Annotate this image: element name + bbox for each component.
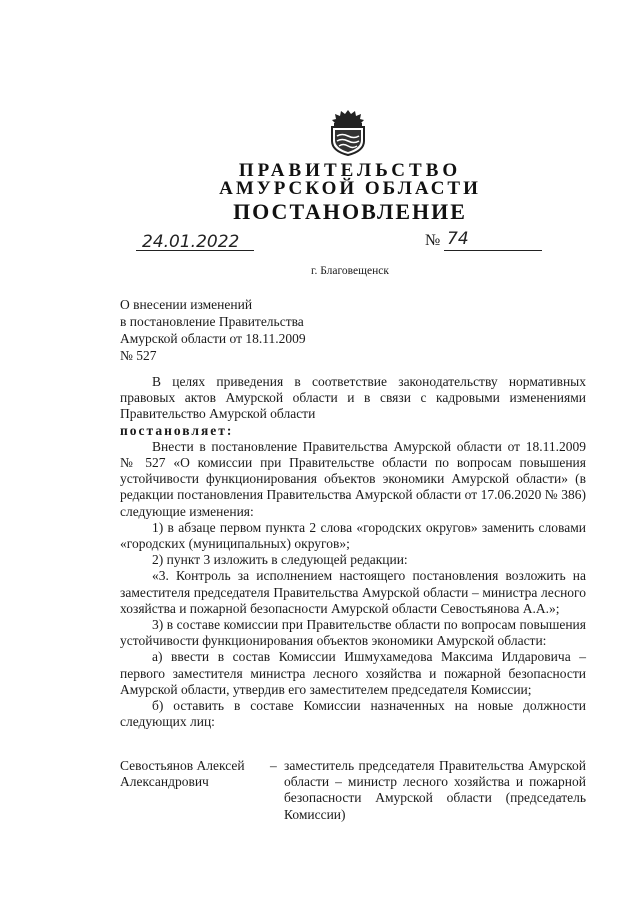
number-underline bbox=[444, 250, 542, 251]
item-3b-paragraph: б) оставить в составе Комиссии назначенных на новые должности следующих лиц: bbox=[120, 698, 586, 730]
subject-line: в постановление Правительства bbox=[120, 314, 304, 329]
document-date: 24.01.2022 bbox=[142, 232, 240, 252]
member-dash: – bbox=[270, 758, 277, 773]
government-title: ПРАВИТЕЛЬСТВО bbox=[238, 160, 462, 181]
subject-line: О внесении изменений bbox=[120, 297, 253, 312]
document-number: 74 bbox=[447, 229, 469, 249]
document-type: ПОСТАНОВЛЕНИЕ bbox=[233, 199, 467, 224]
document-body bbox=[120, 374, 586, 730]
document-subject bbox=[120, 296, 306, 364]
item-1-paragraph: 1) в абзаце первом пункта 2 слова «городских округов» заменить словами «городских (муниципальных) округов»; bbox=[120, 519, 586, 552]
region-title: АМУРСКОЙ ОБЛАСТИ bbox=[219, 178, 481, 199]
item-2-paragraph: 2) пункт 3 изложить в следующей редакции: bbox=[152, 552, 408, 568]
item-2-quote-paragraph: «3. Контроль за исполнением настоящего постановления возложить на заместителя председателя Правительства Амурской области – министра лесного хозяйства и пожарной безопасности Амурской области Севостьянова А.А.»; bbox=[120, 568, 586, 616]
subject-line: Амурской области от 18.11.2009 bbox=[120, 331, 306, 346]
subject-line: № 527 bbox=[120, 348, 157, 363]
item-3a-paragraph: а) ввести в состав Комиссии Ишмухамедова Максима Илдаровича – первого заместителя министра лесного хозяйства и пожарной безопасности Амурской области, утвердив его заместителем председателя Комиссии; bbox=[120, 649, 586, 697]
date-underline bbox=[136, 250, 254, 251]
number-label: № bbox=[425, 232, 441, 249]
item-intro-paragraph: Внести в постановление Правительства Амурской области от 18.11.2009 № 527 «О комиссии при Правительстве области по вопросам повышения устойчивости функционирования объектов экономики Амурской области» (в редакции постановления Правительства Амурской области от 17.06.2020 № 386) следующие изменения: bbox=[120, 438, 586, 519]
member-name: Севостьянов Алексей Александрович bbox=[120, 758, 245, 790]
city: г. Благовещенск bbox=[311, 265, 389, 277]
preamble-paragraph: В целях приведения в соответствие законодательству нормативных правовых актов Амурской области и в связи с кадровыми изменениями Правительство Амурской области bbox=[120, 374, 586, 422]
member-role: заместитель председателя Правительства Амурской области – министр лесного хозяйства и пожарной безопасности Амурской области (председатель Комиссии) bbox=[284, 758, 586, 822]
item-3-paragraph: 3) в составе комиссии при Правительстве области по вопросам повышения устойчивости функционирования объектов экономики Амурской области: bbox=[120, 617, 586, 649]
amur-region-coat-of-arms-icon bbox=[327, 108, 369, 156]
resolves-word: постановляет: bbox=[120, 422, 234, 438]
